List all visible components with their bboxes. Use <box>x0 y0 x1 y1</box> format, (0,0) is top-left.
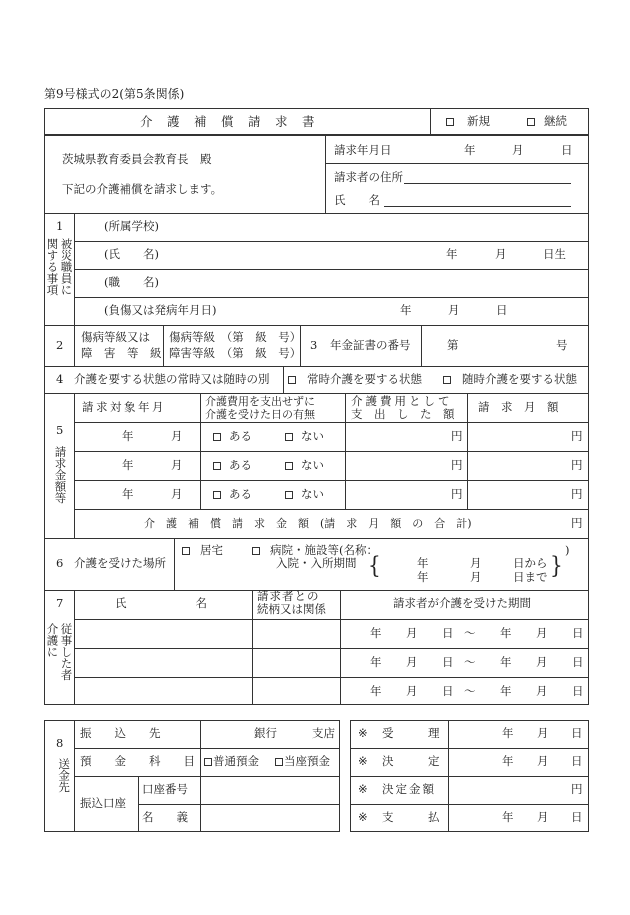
position-label: (職 名) <box>104 275 159 289</box>
addressee: 茨城県教育委員会教育長 殿 <box>62 152 212 166</box>
transfer-label: 振 込 先 <box>80 726 161 740</box>
occasional-care-checkbox[interactable] <box>443 376 451 384</box>
care-yes-checkbox[interactable] <box>213 462 221 470</box>
holder-label: 名 義 <box>142 810 188 824</box>
relationship-header-b: 続柄又は関係 <box>257 602 326 616</box>
care-no-option[interactable]: ない <box>285 489 324 501</box>
new-option[interactable]: 新規 <box>446 116 490 128</box>
relationship-header-a: 請求者との <box>257 589 320 603</box>
hospital-option[interactable]: 病院・施設等(名称： <box>252 545 378 557</box>
school-label: (所属学校) <box>104 219 159 233</box>
care-yes-checkbox[interactable] <box>213 491 221 499</box>
care-place-label: 介護を受けた場所 <box>74 556 166 570</box>
continued-checkbox[interactable] <box>527 118 535 126</box>
disability-grade: 障害等級 （第 級 号） <box>169 346 302 360</box>
decided-label: 決 定 <box>382 754 440 768</box>
title-row <box>44 108 589 135</box>
request-date-label: 請求年月日 <box>334 143 392 157</box>
claimant-name-label: 氏 名 <box>334 193 380 207</box>
care-no-checkbox[interactable] <box>285 433 293 441</box>
s8-number: 8 <box>56 736 64 750</box>
current-option[interactable]: 当座預金 <box>275 756 330 768</box>
target-month-header: 請求対象年月 <box>82 400 166 414</box>
decided-amount-label: 決定金額 <box>382 782 436 796</box>
current-checkbox[interactable] <box>275 758 283 766</box>
request-text: 下記の介護補償を請求します。 <box>62 182 223 196</box>
injury-date-label: (負傷又は発病年月日) <box>104 303 217 317</box>
grade-label-b: 障 害 等 級 <box>81 346 162 360</box>
cost-header-b: 支 出 し た 額 <box>351 407 455 421</box>
care-no-checkbox[interactable] <box>285 491 293 499</box>
hospital-checkbox[interactable] <box>252 547 260 555</box>
home-checkbox[interactable] <box>182 547 190 555</box>
s3-number: 3 <box>310 338 318 352</box>
care-yes-option[interactable]: ある <box>213 431 252 443</box>
transfer-account-label: 振込口座 <box>80 796 126 810</box>
s7-side-b: 従事した者 <box>59 623 74 681</box>
claimant-name-field[interactable] <box>384 206 571 207</box>
s2-number: 2 <box>56 338 64 352</box>
bracket-left: { <box>368 551 381 579</box>
care-no-option[interactable]: ない <box>285 460 324 472</box>
home-option[interactable]: 居宅 <box>182 545 223 557</box>
s8-side: 送金先 <box>57 758 72 793</box>
name-label: (氏 名) <box>104 247 159 261</box>
care-state-label: 介護を要する状態の常時又は随時の別 <box>74 372 270 386</box>
constant-care-checkbox[interactable] <box>288 376 296 384</box>
injury-grade: 傷病等級 （第 級 号） <box>169 330 302 344</box>
form-id: 第9号様式の2(第5条関係) <box>44 87 185 101</box>
s7-side-a: 介護に <box>45 623 60 658</box>
paid-label: 支 払 <box>382 810 440 824</box>
form-title: 介 護 補 償 請 求 書 <box>140 114 316 129</box>
s1-side-b: 関する事項 <box>45 238 60 296</box>
continued-option[interactable]: 継続 <box>527 116 567 128</box>
care-yes-option[interactable]: ある <box>213 460 252 472</box>
care-period-header: 請求者が介護を受けた期間 <box>393 596 531 610</box>
s1-number: 1 <box>56 219 64 233</box>
stay-period-label: 入院・入所期間 <box>276 556 357 570</box>
care-no-option[interactable]: ない <box>285 431 324 443</box>
account-number-label: 口座番号 <box>142 782 188 796</box>
s6-number: 6 <box>56 556 64 570</box>
care-header-b: 介護を受けた日の有無 <box>205 408 315 421</box>
care-header-a: 介護費用を支出せずに <box>205 395 315 408</box>
s4-number: 4 <box>56 372 64 386</box>
form-page: 第9号様式の2(第5条関係) 介 護 補 償 請 求 書 新規 継続 茨城県教育委員会教育長 殿 下記の介護補償を請求します。 請求年月日 年 月 日 請求者の住所 氏 名 1 被災職員に 関する事項 (所属学校) (氏 名) 年 月 日生 (職 名) (負傷又は発病年月日) 年 月 日 2 傷病等級又は 障 害 等 級 傷病等級 （第 級 号） 障害等級 （第 級 号） 3 年金証書の番号 第 号 4 介護を要する状態の常時又は随時の別 常時介護を要する状態 随時介護を要する状態 5 請求金額等 請求対象年月 介護費用を支出せずに 介護を受けた日の有無 介護費用として 支 出 し た 額 請 求 月 額 年 月 ある ない 円 円 年 月 ある ない 円 円 年 月 ある ない 円 円 介 護 補 償 請 求 金 額 (請 求 月 額 の 合 計) 円 6 介護を受けた場所 居宅 病院・施設等(名称： ) 入院・入所期間 { } 年 月 日から 年 月 日まで 7 介護に 従事した者 氏 名 請求者との 続柄又は関係 請求者が介護を受けた期間 年 月 日 〜 年 月 日 年 月 日 〜 年 月 日 年 月 日 〜 年 月 日 8 送金先 振 込 先 銀行 支店 預 金 科 目 普通預金 当座預金 振込口座 口座番号 名 義 ※ 受 理 ※ 決 定 ※ 決定金額 ※ 支 払 年 月 日 年 月 日 円 年 月 日 <box>0 0 630 915</box>
care-yes-checkbox[interactable] <box>213 433 221 441</box>
care-yes-option[interactable]: ある <box>213 489 252 501</box>
caregiver-name-header: 氏 名 <box>115 596 207 610</box>
pension-label: 年金証書の番号 <box>330 338 411 352</box>
received-label: 受 理 <box>382 726 440 740</box>
cost-header-a: 介護費用として <box>351 394 453 408</box>
bracket-right: } <box>550 551 563 579</box>
claimant-address-label: 請求者の住所 <box>334 170 403 184</box>
constant-care-option[interactable]: 常時介護を要する状態 <box>288 374 422 386</box>
s5-number: 5 <box>56 423 64 437</box>
account-type-label: 預 金 科 目 <box>80 754 195 768</box>
ordinary-checkbox[interactable] <box>204 758 212 766</box>
new-checkbox[interactable] <box>446 118 454 126</box>
grade-label-a: 傷病等級又は <box>81 330 150 344</box>
s7-number: 7 <box>56 596 64 610</box>
amount-header: 請 求 月 額 <box>478 400 559 414</box>
occasional-care-option[interactable]: 随時介護を要する状態 <box>443 374 577 386</box>
total-label: 介 護 補 償 請 求 金 額 (請 求 月 額 の 合 計) <box>144 517 472 530</box>
ordinary-option[interactable]: 普通預金 <box>204 756 259 768</box>
care-no-checkbox[interactable] <box>285 462 293 470</box>
claimant-address-field[interactable] <box>404 183 571 184</box>
s5-side: 請求金額等 <box>53 446 68 504</box>
s1-side-a: 被災職員に <box>59 238 74 296</box>
